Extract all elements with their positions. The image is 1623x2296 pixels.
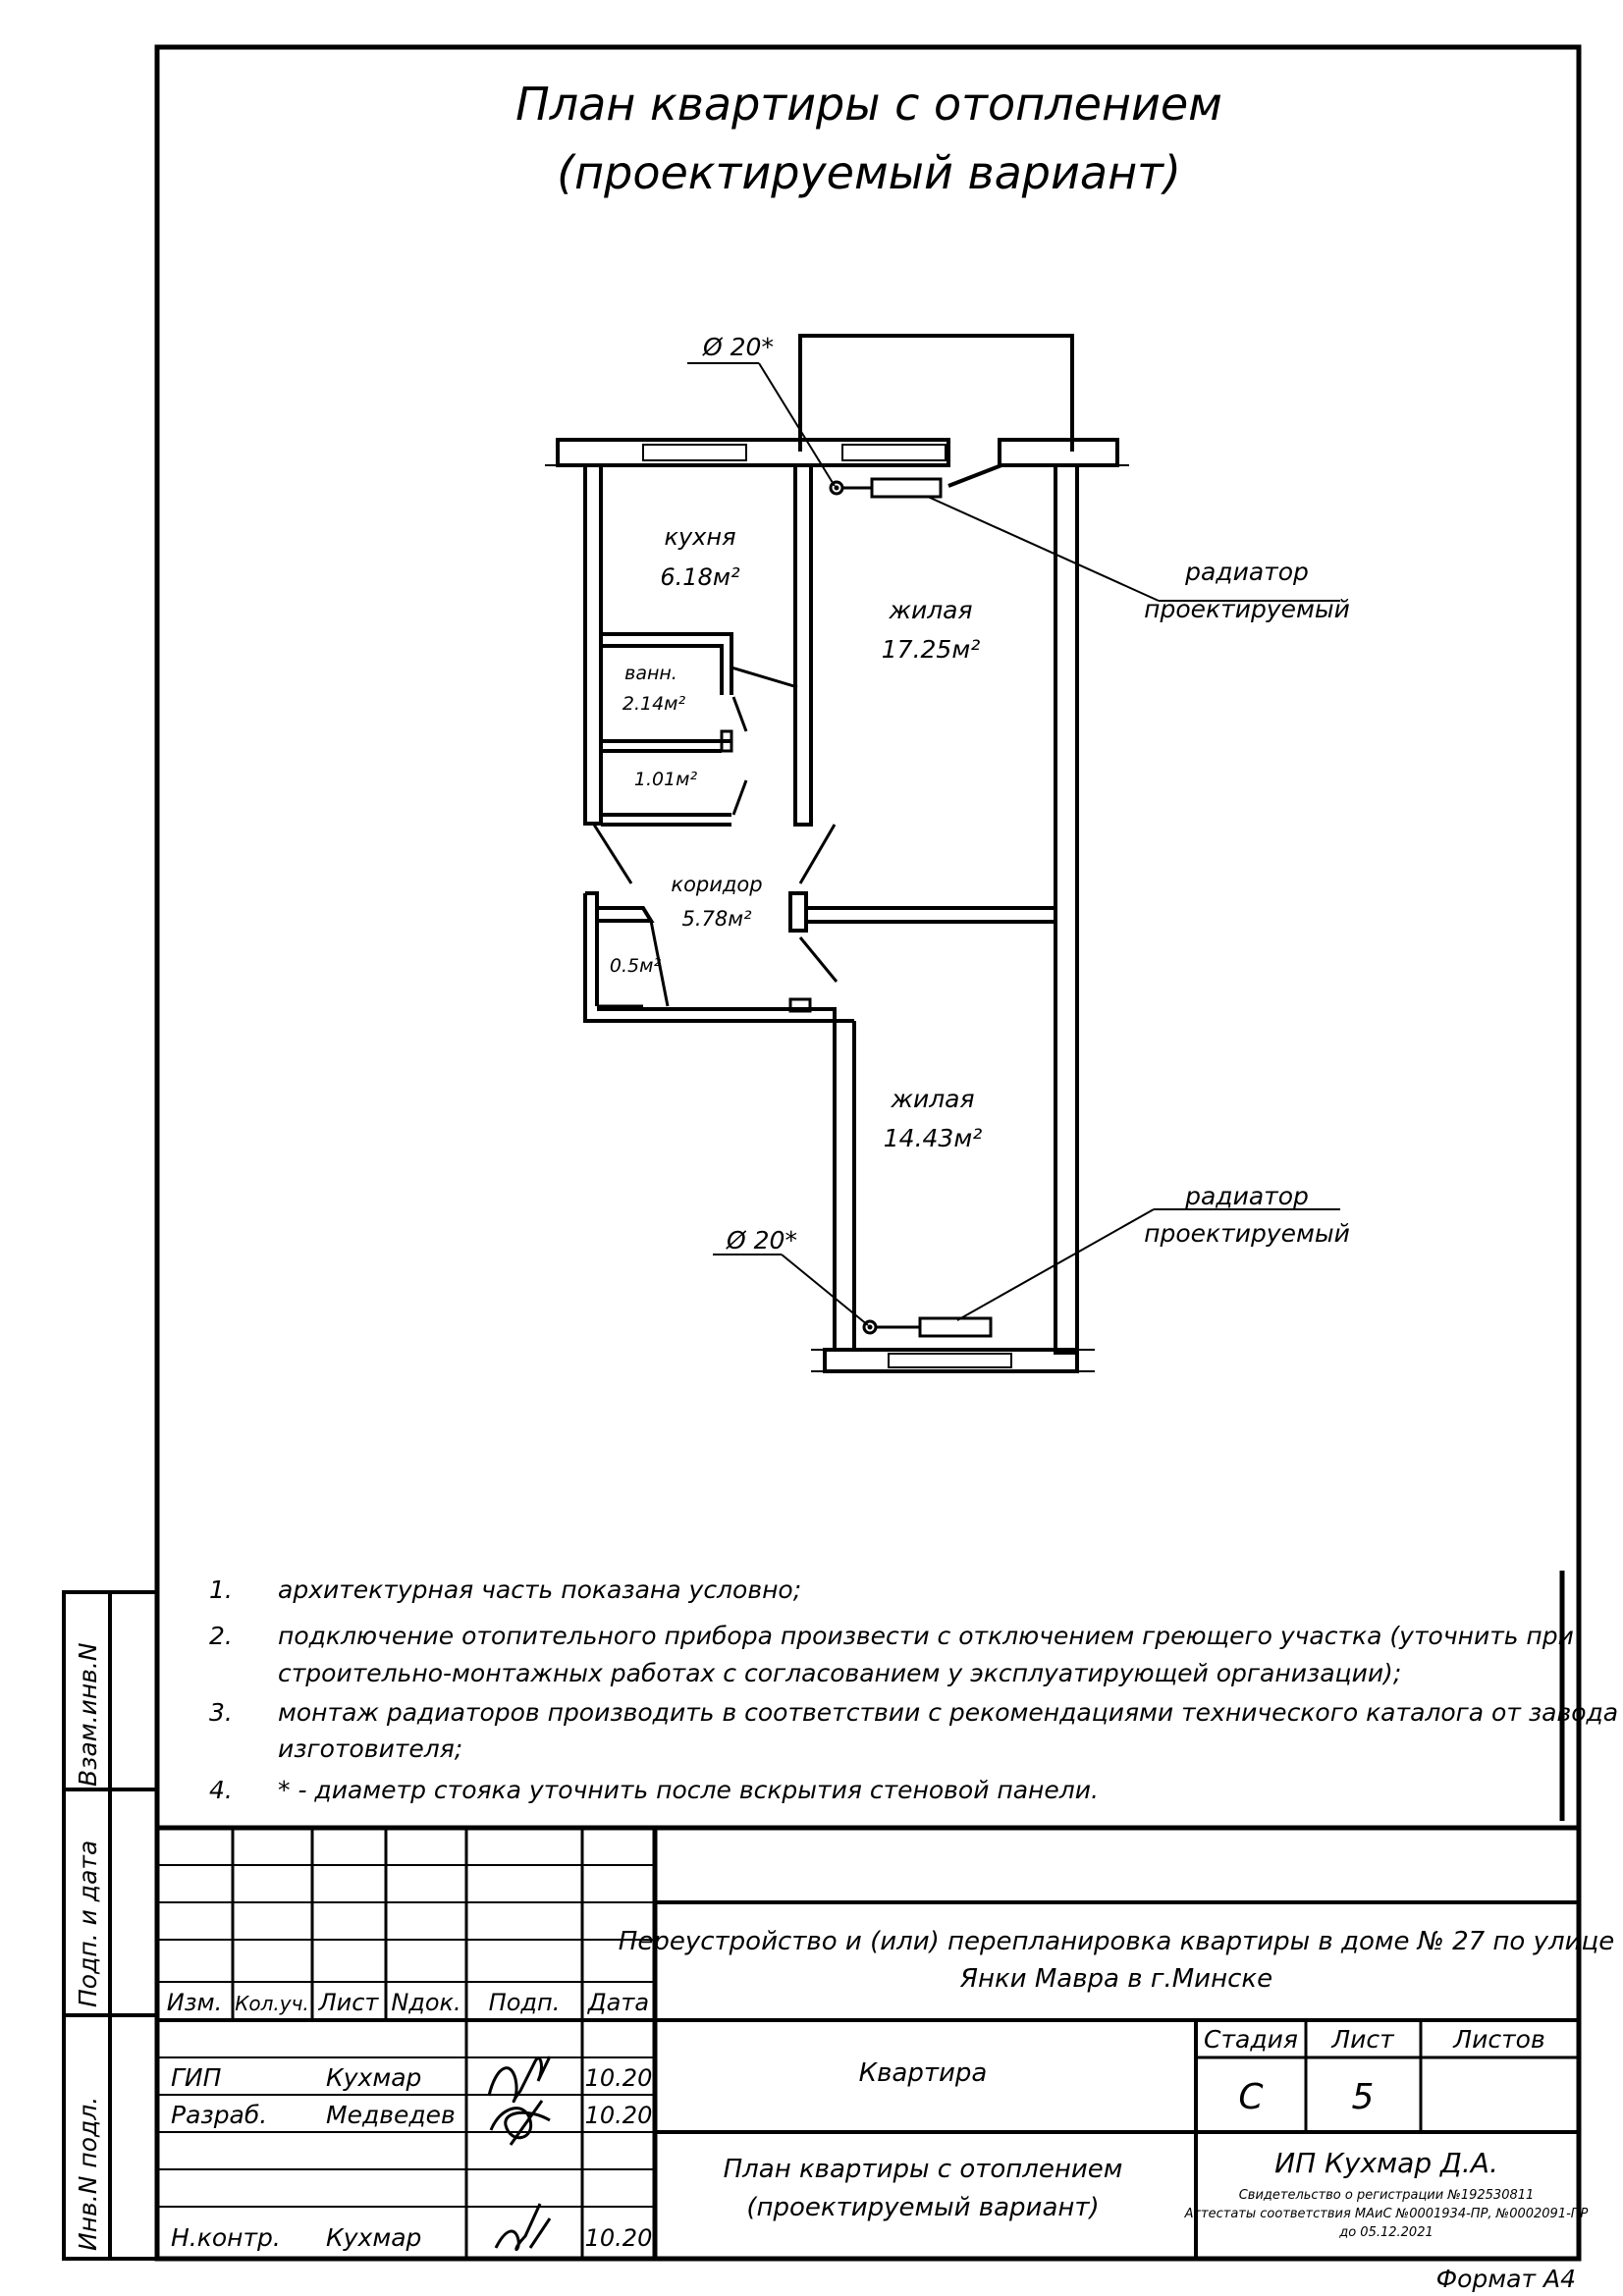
note-2-line-2: строительно-монтажных работах с согласованием у эксплуатирующей организации); (278, 1659, 1402, 1687)
stamp-date-razrab: 10.20 (584, 2102, 653, 2129)
drawing-title-line2: (проектируемый вариант) (557, 146, 1181, 199)
radiator-label-top-2: проектируемый (1144, 595, 1350, 623)
note-1-line-1: архитектурная часть показана условно; (278, 1575, 802, 1604)
side-label-inv: Инв.N подл. (74, 2096, 102, 2251)
stamp-role-nkontr: Н.контр. (171, 2223, 281, 2252)
stamp-sheet-header: Лист (1331, 2025, 1394, 2054)
left-wall (585, 465, 601, 824)
note-3-line-1: монтаж радиаторов производить в соответствии с рекомендациями технического каталога от завода (278, 1698, 1619, 1727)
room-closet-area: 0.5м² (609, 955, 662, 977)
radiator-label-bottom-1: радиатор (1185, 1182, 1309, 1210)
pipe-label-top: Ø 20* (703, 333, 774, 361)
stamp-sheet-title-line1: План квартиры с отоплением (723, 2155, 1123, 2184)
partition-living1-living2 (806, 908, 1055, 922)
notes (209, 1575, 1618, 1804)
stamp-object: Квартира (858, 2058, 988, 2088)
note-2-line-1: подключение отопительного прибора произвести с отключением греющего участка (уточнить при (278, 1622, 1574, 1650)
side-label-vzam: Взам.инв.N (74, 1642, 102, 1787)
room-wc-area: 1.01м² (633, 769, 698, 790)
radiator-label-top-1: радиатор (1185, 558, 1309, 586)
top-wall (558, 440, 948, 465)
room-corridor-area: 5.78м² (681, 907, 752, 931)
stamp-stage-header: Стадия (1204, 2025, 1298, 2054)
door-stub (790, 893, 806, 931)
balcony-outline (800, 336, 1072, 452)
window-living2 (889, 1354, 1011, 1367)
right-wall (1055, 465, 1077, 1353)
radiator-label-bottom-2: проектируемый (1144, 1219, 1350, 1248)
radiator-top (872, 479, 941, 497)
room-living1-area: 17.25м² (881, 635, 981, 664)
signature-razrab (491, 2101, 550, 2145)
stamp-role-razrab: Разраб. (171, 2101, 268, 2129)
window-living1 (842, 445, 946, 460)
note-1-num: 1. (209, 1575, 233, 1604)
stamp-header-list: Лист (318, 1989, 379, 2016)
note-3-num: 3. (209, 1698, 233, 1727)
note-4-line-1: * - диаметр стояка уточнить после вскрытия стеновой панели. (278, 1776, 1099, 1804)
stamp-header-izm: Изм. (166, 1989, 223, 2016)
stamp-cert-line3: до 05.12.2021 (1339, 2225, 1434, 2240)
room-kitchen-name: кухня (664, 523, 736, 551)
room-living2-name: жилая (891, 1085, 975, 1113)
format-label: Формат А4 (1435, 2265, 1576, 2293)
stamp-cert-line1: Свидетельство о регистрации №192530811 (1238, 2188, 1535, 2203)
room-living2-area: 14.43м² (883, 1124, 983, 1152)
leader-radiator-top (928, 497, 1159, 601)
room-kitchen-area: 6.18м² (660, 563, 740, 591)
room-living1-name: жилая (889, 596, 973, 624)
pipe-label-bottom: Ø 20* (727, 1226, 797, 1255)
stamp-sheets-header: Листов (1453, 2025, 1545, 2054)
drawing-title-line1: План квартиры с отоплением (515, 78, 1222, 131)
stamp-stage-value: С (1238, 2077, 1264, 2117)
stamp-company: ИП Кухмар Д.А. (1274, 2147, 1498, 2179)
stamp-name-nkontr: Кухмар (326, 2223, 422, 2252)
stamp-name-gip: Кухмар (326, 2063, 422, 2092)
signature-nkontr (496, 2204, 550, 2250)
stamp-header-ndok: Nдок. (391, 1989, 461, 2016)
stamp-sheet-title-line2: (проектируемый вариант) (746, 2193, 1100, 2222)
window-kitchen (643, 445, 746, 460)
side-label-podp: Подп. и дата (74, 1840, 102, 2007)
room-corridor-name: коридор (671, 873, 763, 896)
stamp-name-razrab: Медведев (326, 2101, 456, 2129)
note-3-line-2: изготовителя; (278, 1735, 463, 1763)
room-bath-area: 2.14м² (622, 693, 686, 715)
room-bath-name: ванн. (624, 663, 677, 684)
radiator-bottom (920, 1318, 991, 1336)
stamp-date-nkontr: 10.20 (584, 2224, 653, 2252)
stamp-project-line2: Янки Мавра в г.Минске (959, 1964, 1273, 1994)
stamp-project-line1: Переустройство и (или) перепланировка квартиры в доме № 27 по улице (618, 1927, 1615, 1956)
stamp-header-podp: Подп. (488, 1989, 561, 2016)
note-4-num: 4. (209, 1776, 233, 1804)
floor-plan (545, 336, 1129, 1371)
stamp-role-gip: ГИП (171, 2063, 222, 2092)
note-2-num: 2. (209, 1622, 233, 1650)
stamp-header-data: Дата (587, 1989, 650, 2016)
stamp-header-kolich: Кол.уч. (235, 1992, 309, 2015)
stamp-date-gip: 10.20 (584, 2064, 653, 2092)
stamp-sheet-value: 5 (1351, 2077, 1375, 2117)
stamp-cert-line2: Аттестаты соответствия МАиС №0001934-ПР, №0002091-ПР (1184, 2207, 1589, 2221)
partition-kitchen-living (795, 465, 811, 825)
